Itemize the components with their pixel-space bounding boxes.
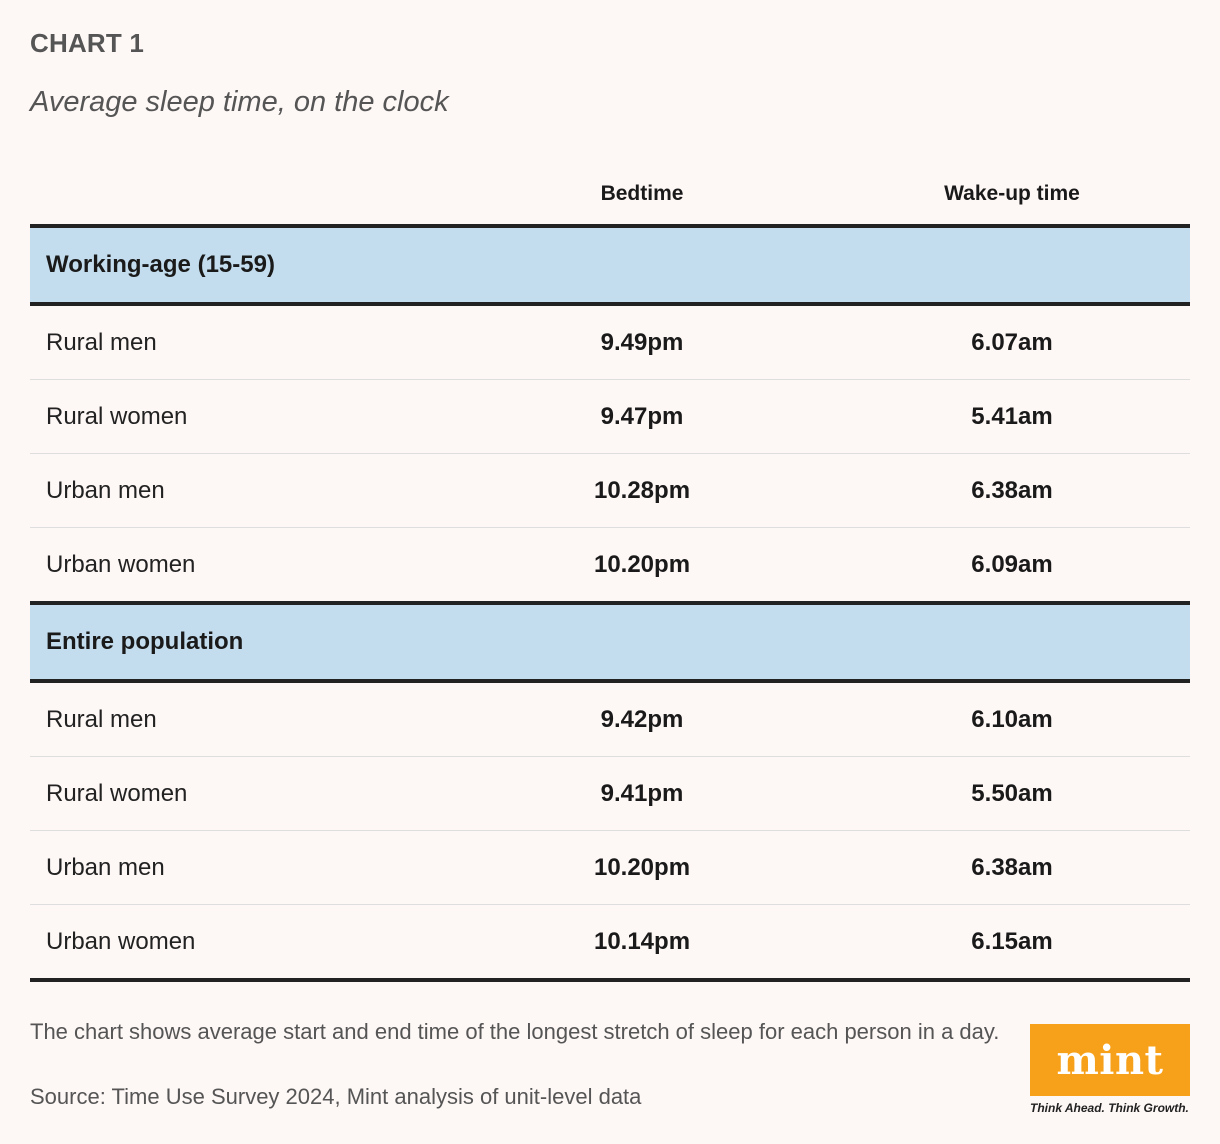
table-row — [30, 683, 1190, 757]
row-label: Urban men — [46, 853, 165, 881]
sleep-time-table — [30, 160, 1190, 982]
bedtime-value: 9.41pm — [600, 779, 684, 807]
row-label: Rural men — [46, 705, 157, 733]
column-header-wake-up-time: Wake-up time — [944, 182, 1080, 205]
wake-time-value: 6.10am — [971, 705, 1053, 733]
chart-label: CHART 1 — [30, 28, 145, 58]
wake-time-value: 5.41am — [971, 402, 1053, 430]
section-row-working-age: Working-age (15-59) — [30, 228, 1190, 306]
table-row — [30, 528, 1190, 605]
table-row — [30, 454, 1190, 528]
table-row — [30, 905, 1190, 982]
chart-source: Source: Time Use Survey 2024, Mint analysis of unit-level data — [30, 1084, 642, 1109]
chart-note: The chart shows average start and end time of the longest stretch of sleep for each person in a day. — [30, 1019, 1000, 1044]
row-label: Urban men — [46, 476, 165, 504]
bedtime-value: 9.47pm — [600, 402, 684, 430]
bedtime-value: 10.14pm — [593, 927, 691, 955]
column-header-bedtime: Bedtime — [600, 182, 684, 205]
mint-logo — [1030, 1024, 1190, 1115]
wake-time-value: 6.09am — [971, 550, 1053, 578]
table-row — [30, 306, 1190, 380]
wake-time-value: 6.15am — [971, 927, 1053, 955]
table-header-row — [30, 160, 1190, 228]
bedtime-value: 10.20pm — [593, 853, 691, 881]
row-label: Rural women — [46, 402, 188, 430]
wake-time-value: 6.07am — [971, 328, 1053, 356]
table-row — [30, 380, 1190, 454]
row-label: Rural women — [46, 779, 188, 807]
bedtime-value: 9.42pm — [600, 705, 684, 733]
table-row — [30, 831, 1190, 905]
bedtime-value: 10.28pm — [593, 476, 691, 504]
chart-subtitle: Average sleep time, on the clock — [30, 86, 449, 118]
row-label: Rural men — [46, 328, 157, 356]
mint-logo-mark: mint — [1030, 1024, 1190, 1096]
bedtime-value: 10.20pm — [593, 550, 691, 578]
wake-time-value: 5.50am — [971, 779, 1053, 807]
table-row — [30, 757, 1190, 831]
mint-logo-tagline: Think Ahead. Think Growth. — [1030, 1101, 1189, 1115]
wake-time-value: 6.38am — [971, 476, 1053, 504]
bedtime-value: 9.49pm — [600, 328, 684, 356]
row-label: Urban women — [46, 927, 196, 955]
wake-time-value: 6.38am — [971, 853, 1053, 881]
section-row-entire-population: Entire population — [30, 605, 1190, 683]
row-label: Urban women — [46, 550, 196, 578]
